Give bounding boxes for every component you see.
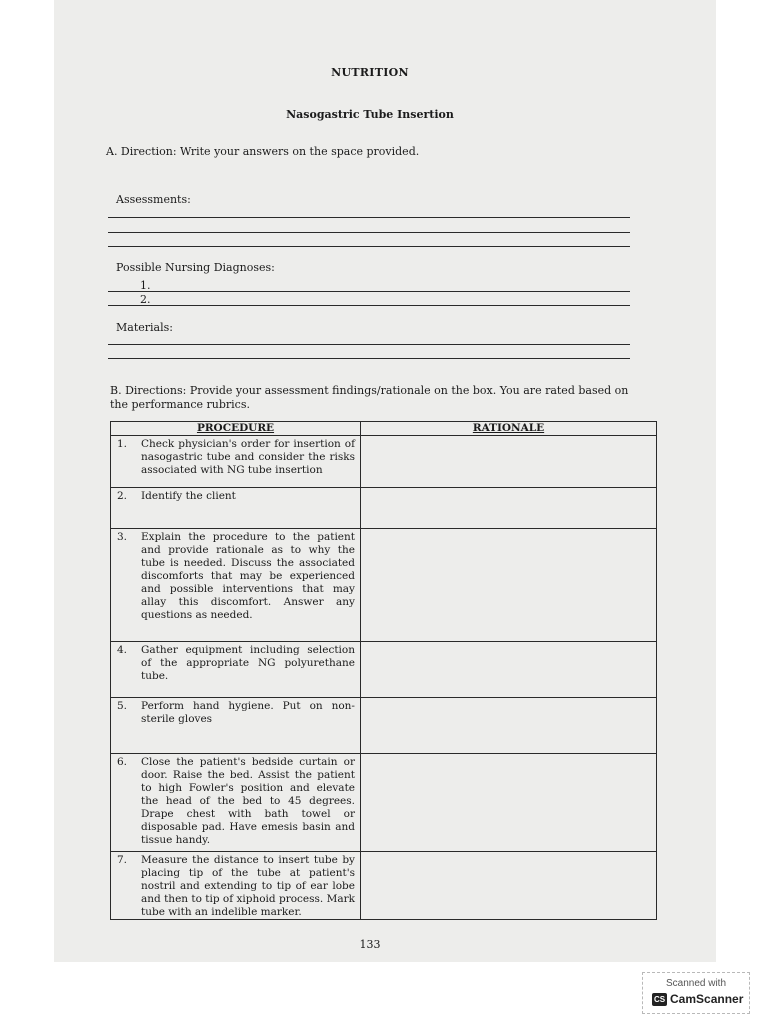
table-row bbox=[111, 529, 657, 642]
procedure-step: 3. Explain the procedure to the patient and provide rationale as to why the tube is needed. Discuss the associated discomforts that may be experienced and possible interventions that may allay this discomfort. Answer any questions as needed. bbox=[111, 529, 361, 642]
procedure-header: PROCEDURE bbox=[111, 422, 361, 436]
rationale-header: RATIONALE bbox=[361, 422, 657, 436]
page-number: 133 bbox=[359, 938, 381, 951]
diagnosis-answer-line-1[interactable] bbox=[108, 291, 630, 292]
page-title: NUTRITION bbox=[331, 66, 409, 79]
procedure-step: 5. Perform hand hygiene. Put on non-sterile gloves bbox=[111, 698, 361, 754]
diagnosis-answer-line-2[interactable] bbox=[108, 305, 630, 306]
table-row bbox=[111, 698, 657, 754]
page-subtitle: Nasogastric Tube Insertion bbox=[286, 108, 454, 121]
table-row bbox=[111, 852, 657, 920]
table-row bbox=[111, 642, 657, 698]
materials-label: Materials: bbox=[116, 321, 173, 334]
camscanner-logo-icon: CS bbox=[653, 995, 666, 1004]
procedure-step: 7. Measure the distance to insert tube by placing tip of the tube at patient's nostril and extending to tip of ear lobe and then to tip of xiphoid process. Mark tube with an indelible marker. bbox=[111, 852, 361, 920]
procedure-step: 4. Gather equipment including selection of the appropriate NG polyurethane tube. bbox=[111, 642, 361, 698]
direction-a: A. Direction: Write your answers on the space provided. bbox=[106, 145, 420, 158]
procedure-step: 1. Check physician's order for insertion of nasogastric tube and consider the risks associated with NG tube insertion bbox=[111, 436, 361, 488]
diagnosis-number-2: 2. bbox=[140, 293, 151, 306]
diagnoses-label: Possible Nursing Diagnoses: bbox=[116, 261, 275, 274]
procedure-step: 2. Identify the client bbox=[111, 488, 361, 529]
rationale-cell[interactable] bbox=[361, 852, 657, 920]
rationale-cell[interactable] bbox=[361, 488, 657, 529]
assessments-answer-line-3[interactable] bbox=[108, 246, 630, 247]
assessments-label: Assessments: bbox=[116, 193, 191, 206]
table-row bbox=[111, 754, 657, 852]
rationale-cell[interactable] bbox=[361, 642, 657, 698]
rationale-cell[interactable] bbox=[361, 436, 657, 488]
camscanner-watermark bbox=[642, 972, 750, 1014]
direction-b: B. Directions: Provide your assessment findings/rationale on the box. You are rated based on the performance rubrics. bbox=[110, 384, 629, 411]
diagnosis-number-1: 1. bbox=[140, 279, 151, 292]
watermark-caption: Scanned with bbox=[665, 978, 727, 989]
procedure-step: 6. Close the patient's bedside curtain or door. Raise the bed. Assist the patient to high Fowler's position and elevate the head of the bed to 45 degrees. Drape chest with bath towel or disposable pad. Have emesis basin and tissue handy. bbox=[111, 754, 361, 852]
rationale-cell[interactable] bbox=[361, 698, 657, 754]
table-row bbox=[111, 436, 657, 488]
procedure-table bbox=[110, 421, 657, 920]
rationale-cell[interactable] bbox=[361, 529, 657, 642]
rationale-cell[interactable] bbox=[361, 754, 657, 852]
assessments-answer-line-2[interactable] bbox=[108, 232, 630, 233]
materials-answer-line-1[interactable] bbox=[108, 344, 630, 345]
materials-answer-line-2[interactable] bbox=[108, 358, 630, 359]
assessments-answer-line-1[interactable] bbox=[108, 217, 630, 218]
table-row bbox=[111, 488, 657, 529]
table-header-row bbox=[111, 422, 657, 436]
watermark-brand: CamScanner bbox=[670, 992, 744, 1006]
